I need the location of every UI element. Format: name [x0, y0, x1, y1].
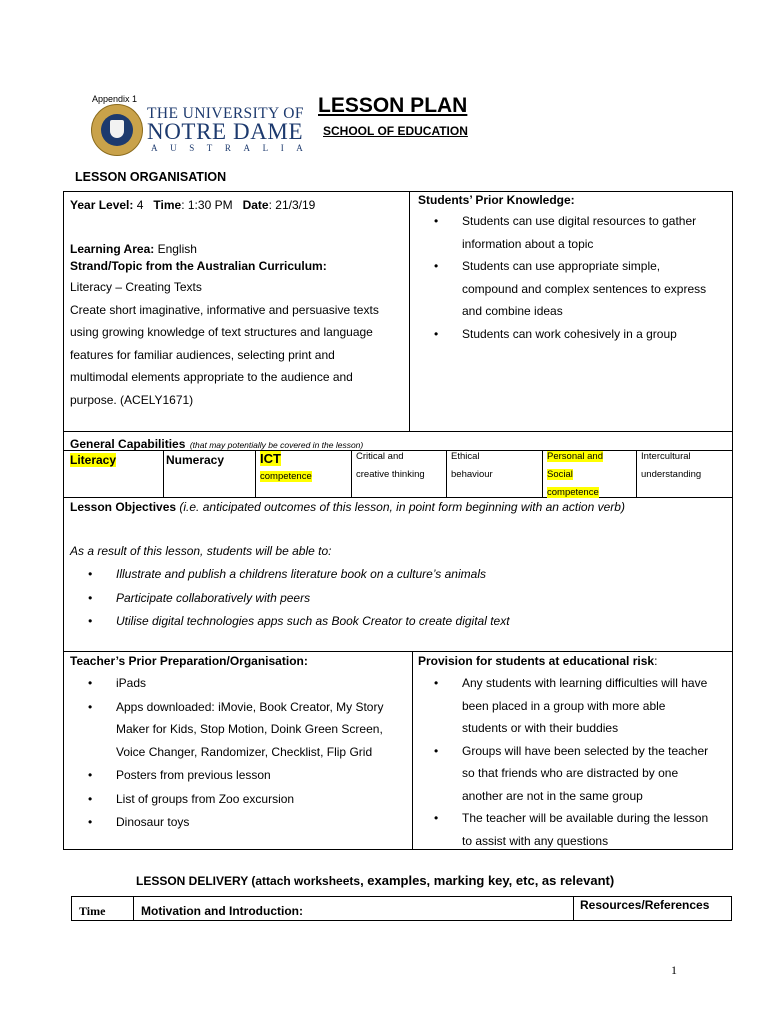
list-item: • The teacher will be available during the lesson to assist with any questions: [434, 807, 730, 852]
delivery-col-motivation: Motivation and Introduction:: [141, 904, 303, 918]
capability-personal-social: Personal and Social competence: [547, 451, 603, 498]
date-label: Date: [242, 198, 269, 212]
strand-line: purpose. (ACELY1671): [70, 392, 194, 407]
appendix-label: Appendix 1: [92, 94, 138, 104]
time-label: Time: [153, 198, 182, 212]
capability-numeracy: Numeracy: [166, 453, 225, 467]
page-number: 1: [671, 963, 677, 977]
learning-area-line: [70, 242, 197, 256]
strand-text: [70, 276, 405, 411]
strand-line: using growing knowledge of text structures and language: [70, 325, 373, 339]
crest-icon: [91, 104, 143, 156]
strand-line: Literacy – Creating Texts: [70, 280, 202, 294]
list-item: • iPads: [88, 672, 408, 695]
learning-area-label: Learning Area:: [70, 242, 155, 256]
prior-knowledge-list: [434, 210, 730, 345]
organisation-heading: LESSON ORGANISATION: [75, 170, 227, 184]
capability-literacy: Literacy: [70, 453, 117, 467]
list-item: • Dinosaur toys: [88, 811, 408, 834]
year-level-label: Year Level:: [70, 198, 134, 212]
list-item: • List of groups from Zoo excursion: [88, 788, 408, 811]
capabilities-note: (that may potentially be covered in the lesson): [189, 440, 364, 450]
time-value: : 1:30 PM: [181, 198, 233, 212]
logo-line-2: NOTRE DAME: [147, 119, 304, 144]
strand-label: Strand/Topic from the Australian Curriculum:: [70, 259, 327, 273]
objectives-note: (i.e. anticipated outcomes of this lesson, in point form beginning with an action verb): [176, 500, 625, 514]
page-title: LESSON PLAN: [318, 94, 468, 117]
list-item: • Illustrate and publish a childrens literature book on a culture’s animals: [88, 563, 708, 587]
provision-label: Provision for students at educational risk:: [418, 654, 658, 668]
university-logo: [91, 104, 316, 156]
year-level-value: 4: [136, 198, 144, 212]
logo-line-1: THE UNIVERSITY OF: [147, 105, 304, 122]
capability-intercultural: Intercultural understanding: [641, 451, 702, 480]
capability-ict: ICT competence: [260, 451, 312, 482]
list-item: • Any students with learning difficulties will have been placed in a group with more able students or with their buddies: [434, 672, 730, 740]
list-item: • Posters from previous lesson: [88, 764, 408, 787]
list-item: • Students can work cohesively in a group: [434, 323, 730, 346]
list-item: • Groups will have been selected by the teacher so that friends who are distracted by one another are not in the same group: [434, 740, 730, 808]
preparation-list: [88, 672, 408, 834]
objectives-label: Lesson Objectives (i.e. anticipated outcomes of this lesson, in point form beginning with an action verb): [70, 500, 625, 514]
capability-critical-thinking: Critical and creative thinking: [356, 451, 425, 480]
capability-ethical: Ethical behaviour: [451, 451, 493, 480]
list-item: • Students can use digital resources to gather information about a topic: [434, 210, 730, 255]
year-time-date-line: [70, 198, 315, 212]
prior-knowledge-label: Students’ Prior Knowledge:: [418, 193, 575, 207]
list-item: • Utilise digital technologies apps such as Book Creator to create digital text: [88, 610, 708, 634]
delivery-col-time: Time: [79, 904, 106, 918]
list-item: • Participate collaboratively with peers: [88, 587, 708, 611]
provision-list: [434, 672, 730, 852]
capabilities-label: General Capabilities (that may potentially be covered in the lesson): [70, 437, 364, 451]
strand-line: multimodal elements appropriate to the audience and: [70, 370, 353, 384]
objectives-intro: As a result of this lesson, students will be able to:: [70, 544, 332, 558]
page-subtitle: SCHOOL OF EDUCATION: [323, 124, 468, 138]
learning-area-value: English: [154, 242, 197, 256]
date-value: : 21/3/19: [268, 198, 316, 212]
objectives-list: [88, 563, 708, 634]
list-item: • Apps downloaded: iMovie, Book Creator, My Story Maker for Kids, Stop Motion, Doink Green Screen, Voice Changer, Randomizer, Checklist, Flip Grid: [88, 696, 408, 764]
strand-line: Create short imaginative, informative and persuasive texts: [70, 302, 379, 317]
delivery-col-resources: Resources/References: [580, 898, 710, 912]
preparation-label: Teacher’s Prior Preparation/Organisation:: [70, 654, 308, 668]
logo-line-3: AUSTRALIA: [151, 143, 316, 153]
delivery-heading: LESSON DELIVERY (attach worksheets, examples, marking key, etc, as relevant): [136, 873, 615, 888]
list-item: • Students can use appropriate simple, compound and complex sentences to express and combine ideas: [434, 255, 730, 323]
strand-line: features for familiar audiences, selecting print and: [70, 347, 335, 362]
